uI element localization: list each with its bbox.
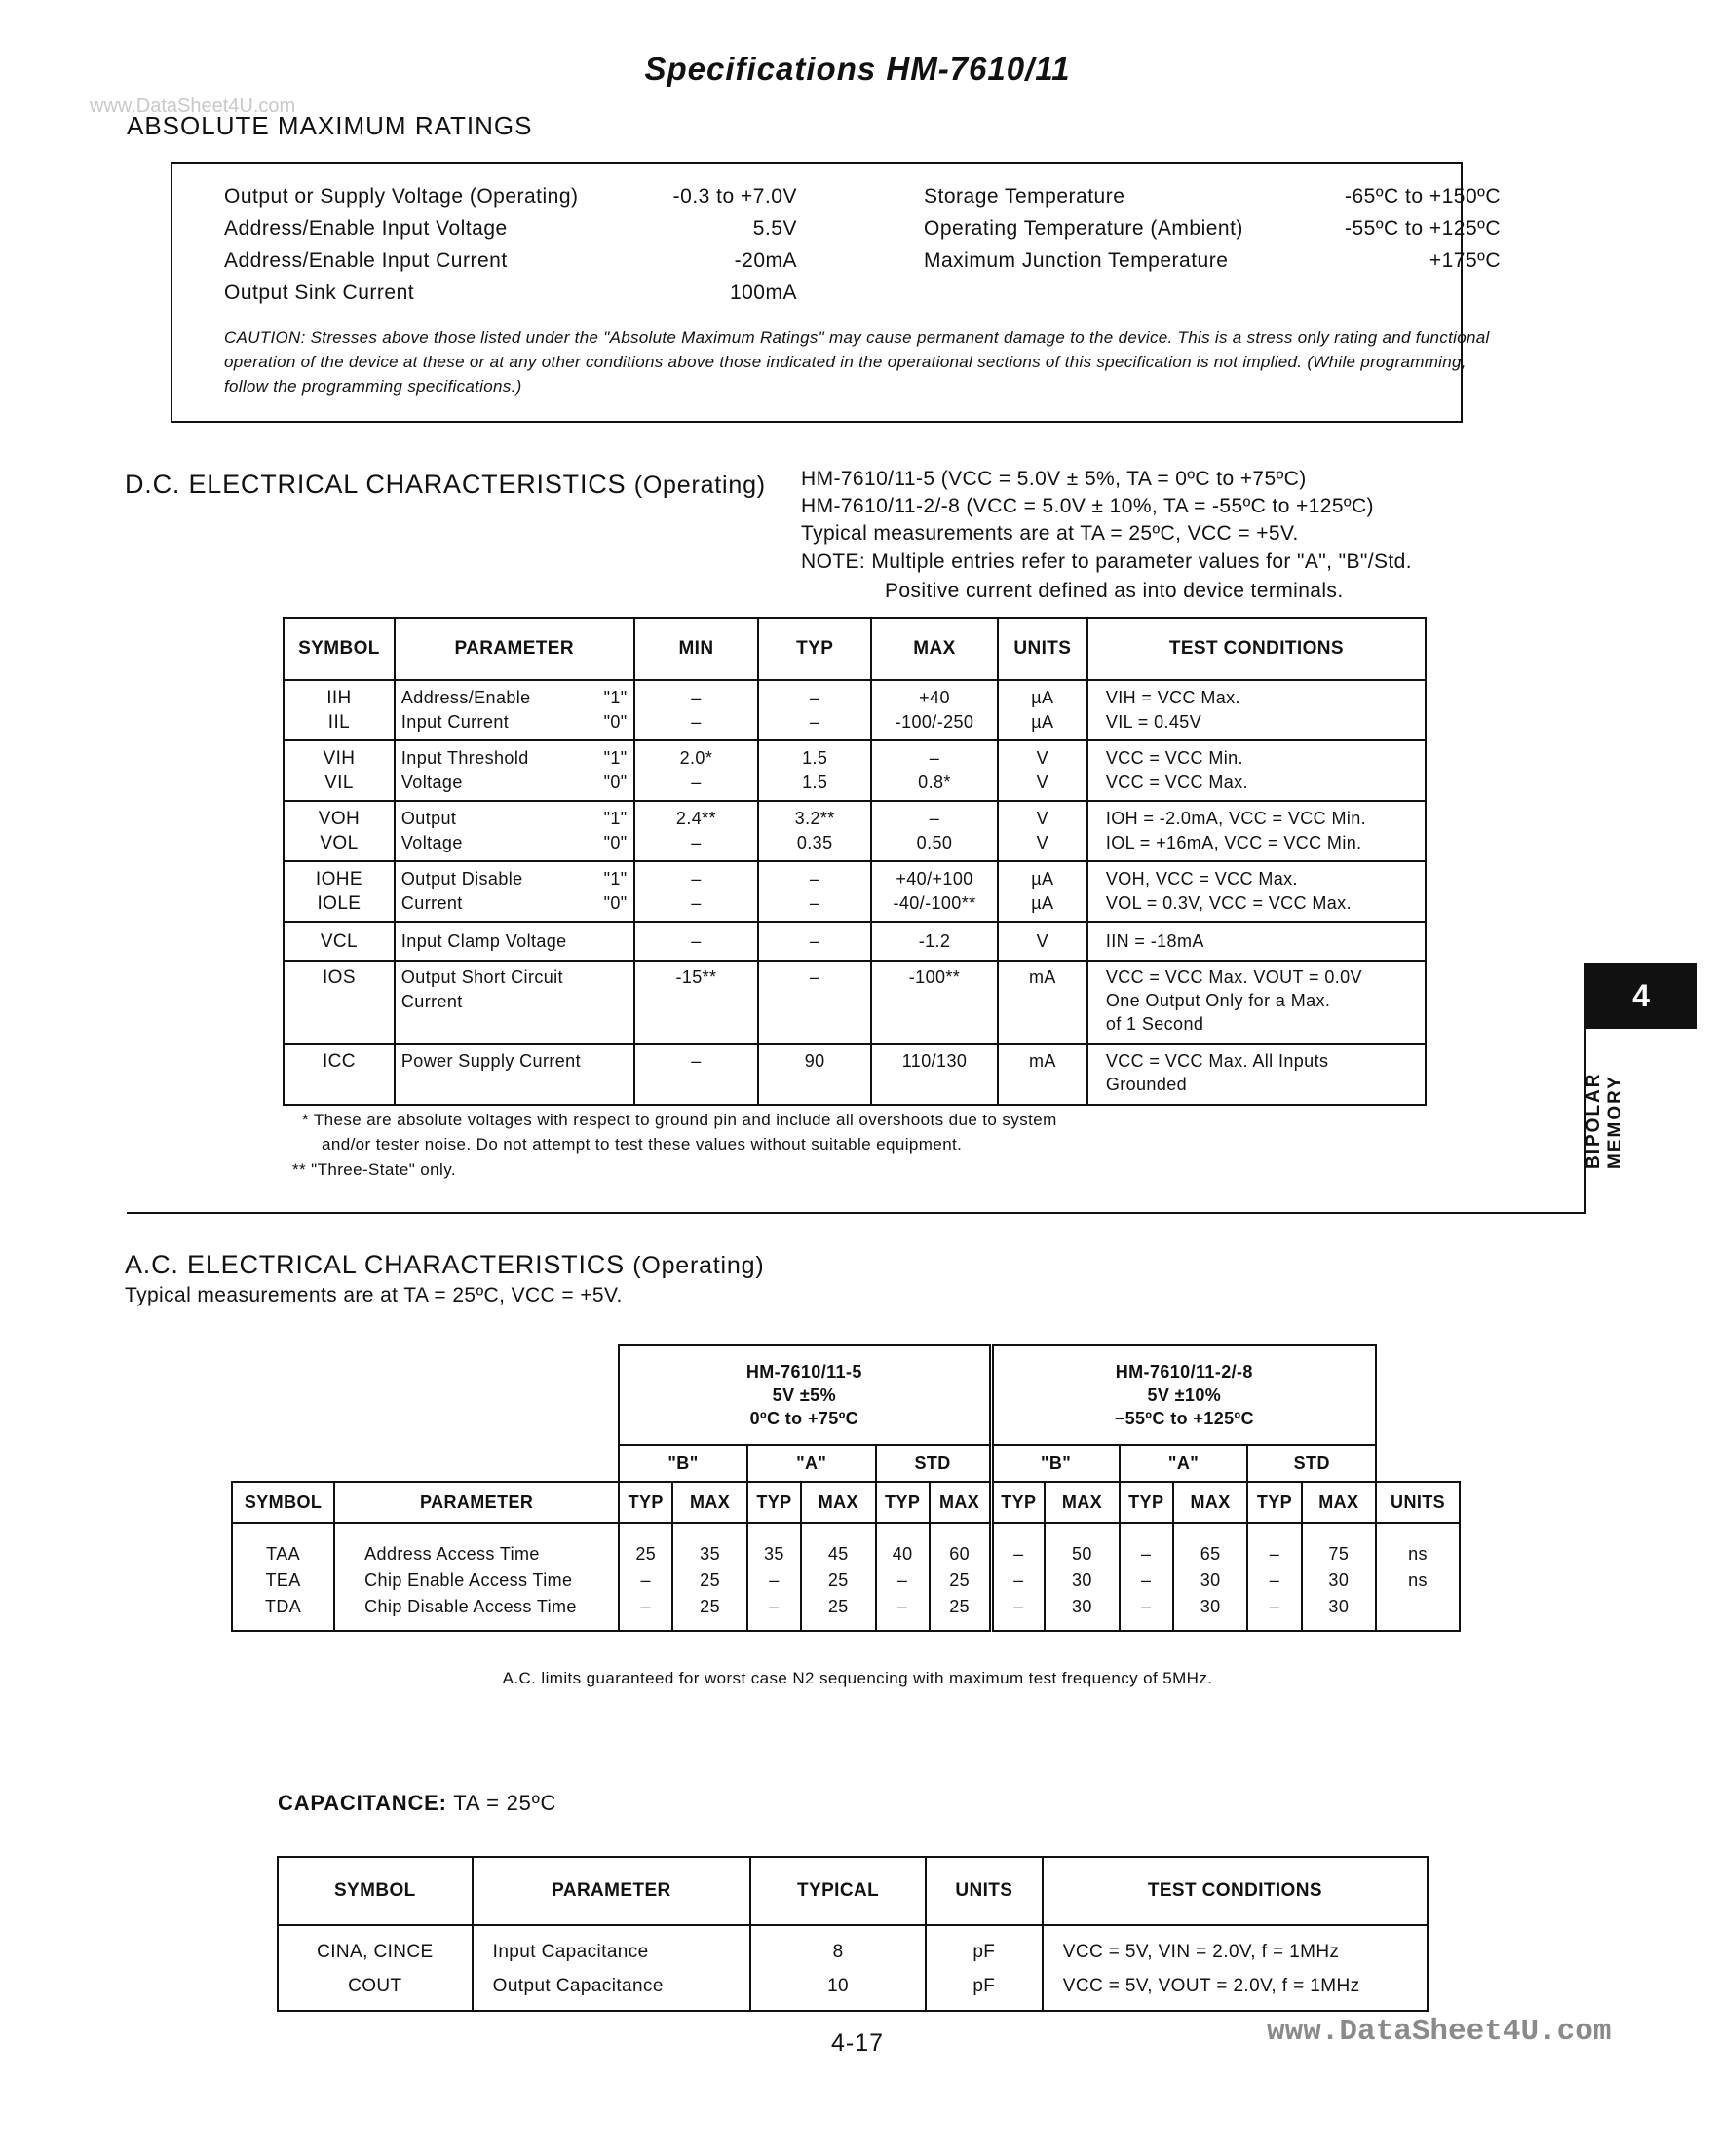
dc-title: D.C. ELECTRICAL CHARACTERISTICS: [125, 470, 627, 499]
dc-footnote-0: * These are absolute voltages with respect to ground pin and include all overshoots due to system: [302, 1111, 1057, 1129]
cap-typical: 10: [750, 1969, 926, 2011]
max: -1.2: [918, 930, 951, 951]
test-condition: VOH, VCC = VCC Max.: [1105, 869, 1298, 889]
ac-table: [231, 1344, 1461, 1632]
ac-col-typ: TYP: [991, 1482, 1045, 1523]
ac-symbol: TAA: [232, 1523, 334, 1568]
capacitance-title: CAPACITANCE:: [278, 1791, 447, 1815]
dc-col-min: MIN: [634, 618, 759, 680]
ac-value: –: [876, 1568, 930, 1594]
min: –: [691, 869, 702, 889]
max: –: [929, 809, 940, 828]
ac-value: 25: [672, 1594, 747, 1631]
amr-left-label-0: Output or Supply Voltage (Operating): [224, 185, 579, 208]
ac-value: –: [1247, 1568, 1301, 1594]
logic-level: "1": [603, 809, 628, 828]
table-row: [284, 1044, 1426, 1105]
test-condition: IOH = -2.0mA, VCC = VCC Min.: [1105, 809, 1367, 828]
ac-subtitle: Typical measurements are at TA = 25ºC, VCC = +5V.: [125, 1284, 623, 1306]
table-row: [284, 740, 1426, 801]
ac-value: 25: [930, 1568, 991, 1594]
ac-note: A.C. limits guaranteed for worst case N2 sequencing with maximum test frequency of 5MHz.: [502, 1669, 1213, 1687]
units: µA: [1031, 893, 1054, 913]
ac-group1-temp: 0ºC to +75ºC: [749, 1409, 859, 1428]
min: –: [691, 893, 702, 913]
dc-footnote-2: ** "Three-State" only.: [292, 1160, 456, 1179]
ac-col-typ: TYP: [747, 1482, 801, 1523]
ac-value: 30: [1173, 1594, 1248, 1631]
max: +40: [919, 688, 950, 707]
ac-value: –: [1247, 1523, 1301, 1568]
units: V: [1036, 833, 1049, 852]
ac-units: [1376, 1594, 1460, 1631]
ac-col-max: MAX: [930, 1482, 991, 1523]
ac-units: ns: [1376, 1568, 1460, 1594]
ac-parameter: Chip Enable Access Time: [334, 1568, 619, 1594]
typ: 3.2**: [794, 809, 835, 828]
parameter: Output Disable: [400, 869, 523, 889]
test-condition: VCC = VCC Max. All Inputs: [1105, 1051, 1329, 1071]
logic-level: "0": [603, 773, 628, 792]
ac-value: 25: [930, 1594, 991, 1631]
ac-header-row: [232, 1482, 1460, 1523]
cap-test-condition: VCC = 5V, VOUT = 2.0V, f = 1MHz: [1043, 1969, 1428, 2011]
ac-parameter: Address Access Time: [334, 1523, 619, 1568]
capacitance-table: [277, 1856, 1429, 2012]
parameter: Input Threshold: [400, 748, 529, 768]
max: +40/+100: [896, 869, 973, 889]
ac-col-parameter: PARAMETER: [334, 1482, 619, 1523]
min: –: [691, 930, 702, 951]
ac-title: A.C. ELECTRICAL CHARACTERISTICS: [125, 1250, 625, 1279]
typ: –: [809, 893, 820, 913]
symbol: IOLE: [317, 893, 362, 914]
dc-heading: [125, 470, 766, 500]
ac-value: 35: [747, 1523, 801, 1568]
amr-left-value-3: 100mA: [729, 282, 797, 304]
ac-value: 30: [1045, 1594, 1120, 1631]
max: –: [929, 748, 940, 768]
symbol: ICC: [322, 1051, 356, 1072]
ac-col-max: MAX: [1302, 1482, 1377, 1523]
logic-level: "0": [603, 712, 628, 732]
max: -100/-250: [895, 712, 974, 732]
ac-col-units: UNITS: [1376, 1482, 1460, 1523]
units: µA: [1031, 712, 1054, 732]
parameter: Power Supply Current: [400, 1051, 581, 1071]
section-tab-number: 4: [1584, 963, 1697, 1029]
caution-text: Stresses above those listed under the "Absolute Maximum Ratings" may cause permanent damage to the device. This is a stress only rating and functional operation of the device at these or at any other conditions above those indicated in the operational sections of this specification is not implied. (While programming, follow the programming specifications.): [224, 328, 1490, 396]
ac-group2-part: HM-7610/11-2/-8: [1115, 1362, 1253, 1381]
ac-value: –: [991, 1594, 1045, 1631]
dc-note-2: Typical measurements are at TA = 25ºC, VCC = +5V.: [801, 522, 1299, 545]
ac-value: –: [1120, 1568, 1173, 1594]
page-number: 4-17: [830, 2029, 885, 2057]
ac-value: 60: [930, 1523, 991, 1568]
dc-note-1: HM-7610/11-2/-8 (VCC = 5.0V ± 10%, TA = -55ºC to +125ºC): [801, 495, 1374, 517]
dc-note-0: HM-7610/11-5 (VCC = 5.0V ± 5%, TA = 0ºC to +75ºC): [801, 468, 1307, 490]
amr-right-label-1: Operating Temperature (Ambient): [924, 217, 1243, 240]
symbol: VCL: [320, 930, 359, 952]
ac-value: 30: [1045, 1568, 1120, 1594]
test-condition: IIN = -18mA: [1105, 930, 1204, 951]
symbol: VOL: [320, 833, 359, 853]
ac-grade: STD: [876, 1445, 991, 1482]
cap-parameter: Output Capacitance: [473, 1969, 751, 2011]
cap-col-symbol: SYMBOL: [278, 1857, 473, 1925]
typ: 90: [804, 1051, 825, 1071]
ac-symbol: TEA: [232, 1568, 334, 1594]
units: mA: [1028, 1051, 1056, 1071]
section-divider: [127, 1212, 1585, 1214]
watermark-top: www.DataSheet4U.com: [90, 95, 296, 117]
typ: –: [809, 967, 820, 987]
ac-value: 45: [801, 1523, 876, 1568]
caution-label: CAUTION:: [224, 328, 306, 347]
table-row: [278, 1925, 1428, 1969]
amr-right-value-0: -65ºC to +150ºC: [1344, 185, 1501, 208]
ac-grade: "A": [747, 1445, 876, 1482]
amr-right-value-1: -55ºC to +125ºC: [1344, 217, 1501, 240]
ac-value: –: [991, 1568, 1045, 1594]
min: –: [691, 712, 702, 732]
table-row: [232, 1594, 1460, 1631]
max: 0.50: [916, 833, 953, 852]
ac-units: ns: [1376, 1523, 1460, 1568]
max: -40/-100**: [893, 893, 976, 913]
amr-right-label-0: Storage Temperature: [924, 185, 1125, 208]
dc-col-typ: TYP: [758, 618, 871, 680]
test-condition: IOL = +16mA, VCC = VCC Min.: [1105, 833, 1362, 852]
amr-left-value-1: 5.5V: [752, 217, 797, 240]
table-row: [284, 801, 1426, 861]
symbol: IOHE: [315, 869, 362, 889]
cap-col-test-conditions: TEST CONDITIONS: [1043, 1857, 1428, 1925]
amr-right-value-2: +175ºC: [1429, 249, 1501, 272]
logic-level: "0": [603, 893, 628, 913]
ac-value: 30: [1302, 1568, 1377, 1594]
parameter: Address/Enable: [400, 688, 531, 707]
min: –: [691, 688, 702, 707]
symbol: VOH: [318, 809, 361, 829]
dc-col-units: UNITS: [998, 618, 1087, 680]
ac-grade-row: [232, 1445, 1460, 1482]
ac-parameter: Chip Disable Access Time: [334, 1594, 619, 1631]
ac-value: –: [1120, 1523, 1173, 1568]
ac-group-header-row: [232, 1345, 1460, 1445]
ac-col-max: MAX: [1045, 1482, 1120, 1523]
parameter: Input Current: [400, 712, 510, 732]
cap-units: pF: [926, 1969, 1043, 2011]
typ: –: [809, 930, 820, 951]
ac-col-symbol: SYMBOL: [232, 1482, 334, 1523]
dc-col-max: MAX: [871, 618, 998, 680]
ac-value: 40: [876, 1523, 930, 1568]
ac-value: –: [619, 1568, 672, 1594]
cap-col-units: UNITS: [926, 1857, 1043, 1925]
ac-group1-voltage: 5V ±5%: [772, 1385, 836, 1405]
symbol: IOS: [322, 967, 356, 988]
caution-note: [224, 325, 1501, 398]
ac-value: 25: [619, 1523, 672, 1568]
max: -100**: [908, 967, 961, 987]
cap-units: pF: [926, 1925, 1043, 1969]
parameter: Output: [400, 809, 457, 828]
min: –: [691, 773, 702, 792]
page-title: Specifications HM-7610/11: [644, 51, 1071, 87]
ac-col-typ: TYP: [1120, 1482, 1173, 1523]
units: V: [1036, 809, 1049, 828]
typ: 1.5: [802, 748, 828, 768]
logic-level: "1": [603, 748, 628, 768]
units: V: [1036, 930, 1049, 951]
units: mA: [1028, 967, 1056, 987]
typ: 0.35: [796, 833, 833, 852]
cap-test-condition: VCC = 5V, VIN = 2.0V, f = 1MHz: [1043, 1925, 1428, 1969]
table-row: [278, 1969, 1428, 2011]
min: –: [691, 833, 702, 852]
logic-level: "1": [603, 869, 628, 889]
typ: –: [809, 712, 820, 732]
watermark-bottom: www.DataSheet4U.com: [1267, 2015, 1612, 2049]
ac-group1-part: HM-7610/11-5: [745, 1362, 862, 1381]
ac-value: –: [747, 1568, 801, 1594]
test-condition: VIH = VCC Max.: [1105, 688, 1240, 707]
amr-heading: ABSOLUTE MAXIMUM RATINGS: [127, 111, 533, 140]
amr-left-value-2: -20mA: [734, 249, 797, 272]
ac-value: 25: [801, 1568, 876, 1594]
min: -15**: [675, 967, 717, 987]
parameter: Voltage: [400, 833, 463, 852]
ac-col-typ: TYP: [876, 1482, 930, 1523]
ac-value: –: [876, 1594, 930, 1631]
ac-grade: STD: [1247, 1445, 1376, 1482]
min: –: [691, 1051, 702, 1071]
cap-col-parameter: PARAMETER: [473, 1857, 751, 1925]
amr-left-label-1: Address/Enable Input Voltage: [224, 217, 508, 240]
section-tab-label: [1583, 1073, 1626, 1170]
test-condition: VCC = VCC Min.: [1105, 748, 1243, 768]
ac-grade: "B": [619, 1445, 747, 1482]
dc-col-symbol: SYMBOL: [284, 618, 395, 680]
symbol: IIH: [326, 688, 352, 708]
ac-value: 50: [1045, 1523, 1120, 1568]
dc-col-test-conditions: TEST CONDITIONS: [1087, 618, 1426, 680]
amr-left-label-2: Address/Enable Input Current: [224, 249, 508, 272]
test-condition: of 1 Second: [1105, 1014, 1204, 1034]
min: 2.0*: [679, 748, 713, 768]
parameter: Voltage: [400, 773, 463, 792]
dc-title-paren: (Operating): [633, 472, 766, 499]
table-row: [232, 1568, 1460, 1594]
section-tab-label-line1: BIPOLAR: [1583, 1072, 1604, 1169]
parameter: Input Clamp Voltage: [400, 930, 567, 951]
symbol: VIL: [324, 773, 354, 793]
table-row: [284, 961, 1426, 1044]
dc-header-row: [284, 618, 1426, 680]
dc-table: [283, 617, 1427, 1106]
cap-symbol: COUT: [278, 1969, 473, 2011]
cap-symbol: CINA, CINCE: [278, 1925, 473, 1969]
test-condition: VOL = 0.3V, VCC = VCC Max.: [1105, 893, 1352, 913]
parameter: Output Short Circuit: [400, 967, 563, 987]
dc-col-parameter: PARAMETER: [395, 618, 634, 680]
section-tab-label-line2: MEMORY: [1605, 1075, 1625, 1169]
ac-value: –: [991, 1523, 1045, 1568]
capacitance-heading: [278, 1791, 556, 1816]
test-condition: VCC = VCC Max.: [1105, 773, 1248, 792]
units: µA: [1031, 688, 1054, 707]
symbol: VIH: [323, 748, 356, 769]
ac-title-paren: (Operating): [632, 1252, 765, 1279]
table-row: [232, 1523, 1460, 1568]
dc-note-4: Positive current defined as into device terminals.: [885, 580, 1344, 602]
typ: 1.5: [802, 773, 828, 792]
ac-group2-voltage: 5V ±10%: [1147, 1385, 1222, 1405]
ac-value: 30: [1173, 1568, 1248, 1594]
ac-col-typ: TYP: [1247, 1482, 1301, 1523]
units: V: [1036, 748, 1049, 768]
cap-parameter: Input Capacitance: [473, 1925, 751, 1969]
dc-note-3: NOTE: Multiple entries refer to parameter values for "A", "B"/Std.: [801, 550, 1412, 573]
max: 0.8*: [918, 773, 951, 792]
ac-col-max: MAX: [1173, 1482, 1248, 1523]
typ: –: [809, 688, 820, 707]
amr-right-label-2: Maximum Junction Temperature: [924, 249, 1229, 272]
test-condition: One Output Only for a Max.: [1105, 991, 1331, 1010]
units: µA: [1031, 869, 1054, 889]
capacitance-condition: TA = 25ºC: [453, 1791, 557, 1815]
logic-level: "0": [603, 833, 628, 852]
ac-value: 30: [1302, 1594, 1377, 1631]
ac-value: –: [619, 1594, 672, 1631]
ac-value: –: [1247, 1594, 1301, 1631]
ac-value: –: [1120, 1594, 1173, 1631]
ac-value: 35: [672, 1523, 747, 1568]
ac-heading: [125, 1250, 764, 1280]
amr-left-label-3: Output Sink Current: [224, 282, 415, 304]
cap-col-typical: TYPICAL: [750, 1857, 926, 1925]
logic-level: "1": [603, 688, 628, 707]
typ: –: [809, 869, 820, 889]
ac-grade: "A": [1120, 1445, 1248, 1482]
capacitance-header-row: [278, 1857, 1428, 1925]
ac-col-max: MAX: [672, 1482, 747, 1523]
table-row: [284, 861, 1426, 922]
amr-left-value-0: -0.3 to +7.0V: [672, 185, 797, 208]
ac-grade: "B": [991, 1445, 1120, 1482]
max: 110/130: [901, 1051, 968, 1071]
table-row: [284, 922, 1426, 961]
ac-symbol: TDA: [232, 1594, 334, 1631]
test-condition: VCC = VCC Max. VOUT = 0.0V: [1105, 967, 1362, 987]
parameter: Current: [400, 893, 463, 913]
ac-value: 25: [801, 1594, 876, 1631]
parameter: Current: [400, 992, 463, 1011]
units: V: [1036, 773, 1049, 792]
ac-value: –: [747, 1594, 801, 1631]
ac-value: 75: [1302, 1523, 1377, 1568]
ac-group2-temp: −55ºC to +125ºC: [1114, 1409, 1254, 1428]
symbol: IIL: [327, 712, 351, 733]
cap-typical: 8: [750, 1925, 926, 1969]
ac-value: 25: [672, 1568, 747, 1594]
test-condition: Grounded: [1105, 1075, 1188, 1094]
ac-col-typ: TYP: [619, 1482, 672, 1523]
ac-value: 65: [1173, 1523, 1248, 1568]
ac-col-max: MAX: [801, 1482, 876, 1523]
dc-footnote-1: and/or tester noise. Do not attempt to test these values without suitable equipment.: [322, 1135, 963, 1154]
test-condition: VIL = 0.45V: [1105, 712, 1202, 732]
table-row: [284, 680, 1426, 740]
min: 2.4**: [675, 809, 716, 828]
